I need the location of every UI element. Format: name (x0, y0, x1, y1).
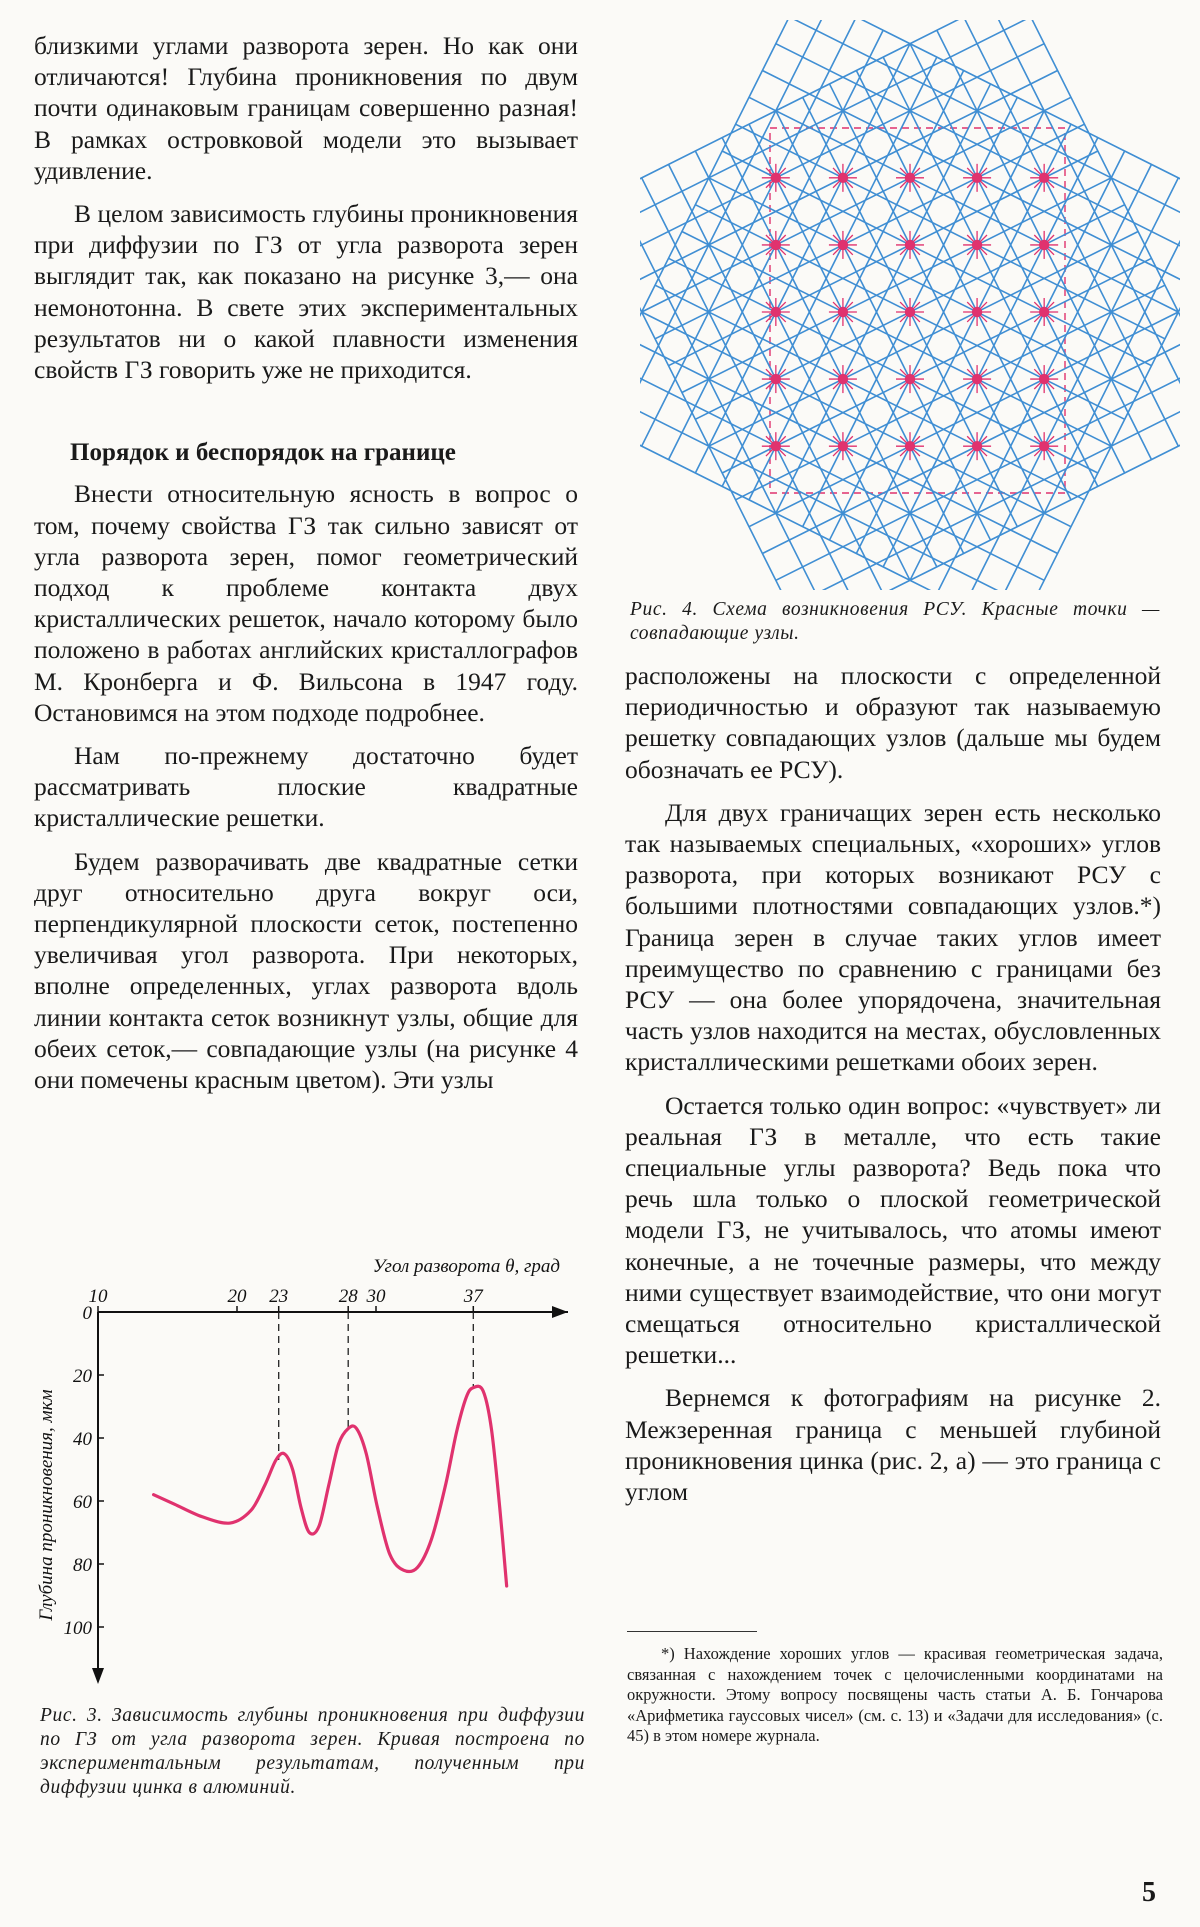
grid-line (642, 312, 1071, 527)
coincidence-node (972, 374, 982, 384)
coincidence-nodes (762, 164, 1058, 460)
y-axis-label: Глубина проникновения, мкм (36, 1389, 57, 1621)
series-line (154, 1386, 507, 1586)
grid-line (640, 205, 803, 590)
right-column (625, 660, 1161, 1507)
coincidence-node (838, 307, 848, 317)
footnote-divider (627, 1631, 757, 1632)
paragraph: расположены на плоскости с определенной периодичностью и образуют так называемую решетку совпадающих узлов (дальше мы будем обозначать ее РСУ). (625, 661, 1161, 784)
x-tick-label: 23 (269, 1286, 289, 1307)
coincidence-node (905, 173, 915, 183)
paragraph: Для двух граничащих зерен есть несколько так называемых специальных, «хороших» углов разворота, при которых возникают РСУ с большими плотностями совпадающих узлов.*) Граница зерен в случае таких углов имеет преимущество по сравнению с границами без РСУ — она более упорядочена, значительная часть узлов находится на местах, обусловленных кристаллическими решетками обоих зерен. (625, 797, 1161, 1077)
coincidence-node (905, 240, 915, 250)
x-tick-label: 10 (88, 1286, 108, 1307)
coincidence-node (905, 374, 915, 384)
coincidence-node (838, 374, 848, 384)
grid-line (640, 366, 1044, 581)
figure-4-coincidence-lattice (640, 20, 1180, 590)
x-tick-label: 20 (227, 1286, 247, 1307)
footnote-text: *) Нахождение хороших углов — красивая геометрическая задача, связанная с нахождением точек с целочисленными координатами на окружности. Этому вопросу посвящены часть статьи А. Б. Гончарова «Арифметика гауссовых чисел» (см. с. 13) и «Задачи для исследования» (с. 45) в этом номере журнала. (627, 1644, 1163, 1746)
coincidence-node (771, 307, 781, 317)
grid-line (640, 20, 1017, 205)
grid-line (709, 232, 1138, 447)
grid-line (789, 392, 1180, 590)
y-tick-label: 60 (73, 1492, 92, 1513)
grid-line (776, 44, 1180, 259)
grid-line (682, 232, 1111, 447)
y-tick-label: 40 (73, 1429, 92, 1450)
coincidence-node (905, 441, 915, 451)
coincidence-node (1039, 374, 1049, 384)
section-heading: Порядок и беспорядок на границе (70, 439, 456, 467)
y-tick-label: 80 (73, 1555, 92, 1576)
y-axis-arrow (92, 1668, 104, 1684)
coincidence-node (771, 173, 781, 183)
coincidence-node (1039, 173, 1049, 183)
coincidence-node (771, 374, 781, 384)
grid-line (749, 312, 1178, 527)
x-tick-label: 30 (366, 1286, 386, 1307)
grid-line (776, 366, 1180, 581)
figure-3-caption: Рис. 3. Зависимость глубины проникновения при диффузии по ГЗ от угла разворота зерен. Кривая построена по экспериментальным результатам, полученным при диффузии цинка в алюминий. (40, 1705, 585, 1798)
grid-line (803, 20, 1180, 205)
coincidence-node (1039, 307, 1049, 317)
coincidence-node (771, 441, 781, 451)
coincidence-node (1039, 240, 1049, 250)
coincidence-node (972, 173, 982, 183)
grid-line (830, 111, 1045, 540)
page-number: 5 (1142, 1877, 1156, 1908)
paragraph: Нам по-прежнему достаточно будет рассматривать плоские квадратные кристаллические решетки. (34, 741, 578, 833)
y-tick-label: 20 (73, 1366, 92, 1387)
paragraph: В целом зависимость глубины проникновения при диффузии по ГЗ от угла разворота зерен выглядит так, как показано на рисунке 3,— она немонотонна. В свете этих экспериментальных результатов ни о какой плавности изменения свойств ГЗ говорить уже не приходится. (34, 199, 578, 385)
paragraph: Вернемся к фотографиям на рисунке 2. Межзеренная граница с меньшей глубиной проникновения цинка (рис. 2, а) — это граница с углом (625, 1383, 1161, 1507)
grid-line (776, 111, 991, 540)
x-tick-label: 37 (463, 1286, 483, 1307)
paragraph: Остается только один вопрос: «чувствует» ли реальная ГЗ в металле, что есть такие специальные углы разворота? Ведь пока что речь шла только о плоской геометрической модели ГЗ, не учитывалось, что атомы имеют конечные, а не точечные размеры, что между ними существует взаимодействие, что они могут смещаться относительно кристаллической решетки... (625, 1090, 1161, 1370)
grid-line (695, 151, 910, 580)
coincidence-node (972, 240, 982, 250)
y-tick-label: 0 (82, 1303, 92, 1324)
paragraph: Внести относительную ясность в вопрос о том, почему свойства ГЗ так сильно зависят от угла разворота зерен, помог геометрический подход к проблеме контакта двух кристаллических решеток, начало которому было положено в работах английских кристаллографов М. Кронберга и Ф. Вильсона в 1947 году. Остановимся на этом подходе подробнее. (34, 479, 578, 727)
grid-line (640, 191, 830, 590)
grid-line (640, 20, 830, 433)
grid-line (642, 20, 857, 446)
coincidence-node (905, 307, 915, 317)
coincidence-node (1039, 441, 1049, 451)
coincidence-node (771, 240, 781, 250)
grid-line (640, 392, 1031, 590)
coincidence-node (838, 173, 848, 183)
grid-line (964, 20, 1179, 446)
footnote (627, 1644, 1163, 1747)
paragraph: Будем разворачивать две квадратные сетки друг относительно друга вокруг оси, перпендикулярной плоскости сеток, постепенно увеличивая угол разворота. При некоторых, вполне определенных, углах разворота вдоль линии контакта сеток возникнут узлы, общие для обеих сеток,— совпадающие узлы (на рисунке 4 они помечены красным цветом). Эти узлы (34, 846, 578, 1095)
y-tick-label: 100 (63, 1618, 92, 1639)
x-axis-label: Угол разворота θ, град (372, 1256, 560, 1277)
coincidence-node (972, 307, 982, 317)
left-column (34, 30, 578, 1095)
coincidence-node (838, 240, 848, 250)
coincidence-node (838, 441, 848, 451)
figure-4-caption: Рис. 4. Схема возникновения РСУ. Красные точки — совпадающие узлы. (630, 599, 1160, 644)
x-axis-arrow (552, 1306, 568, 1318)
grid-line (990, 20, 1180, 433)
paragraph: близкими углами разворота зерен. Но как они отличаются! Глубина проникновения по двум почти одинаковым границам совершенно разная! В рамках островковой модели это вызывает удивление. (34, 31, 578, 185)
grid-line (1017, 205, 1180, 590)
grid-line (910, 151, 1125, 580)
grid-line (990, 191, 1180, 590)
grid-line (640, 44, 1044, 259)
coincidence-node (972, 441, 982, 451)
figure-3-chart (30, 1250, 590, 1690)
x-tick-label: 28 (338, 1286, 358, 1307)
